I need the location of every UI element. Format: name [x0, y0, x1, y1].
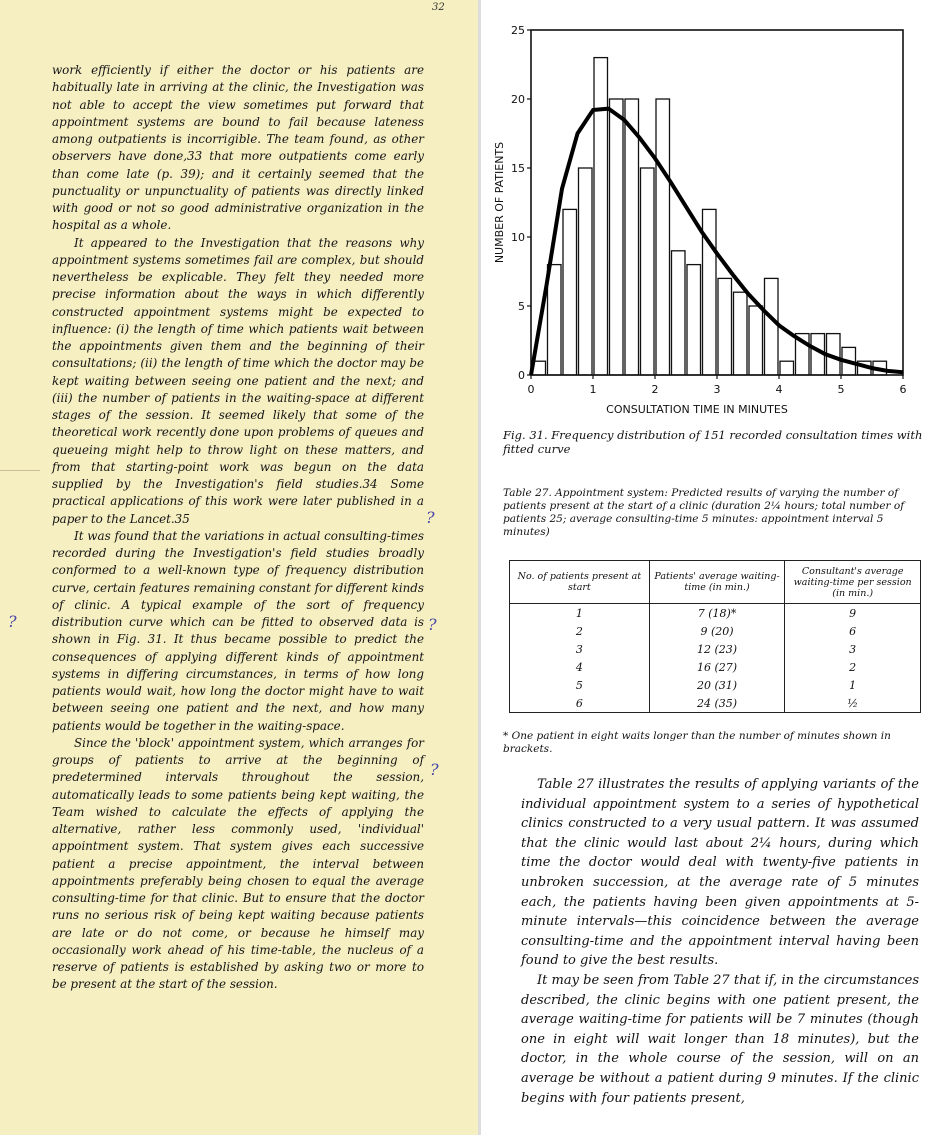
table-27: [509, 560, 921, 713]
histogram-bar: [563, 209, 577, 375]
left-paragraph-2: It appeared to the Investigation that the reasons why appointment systems sometimes fail are complex, but should nevertheless be explicable. They felt they needed more precise information about the ways in which differently constructed appointment systems might be expected to influence: (i) the length of time which patients wait between the appointments given them and the beginning of their consultations; (ii) the length of time which the doctor may be kept waiting between seeing one patient and the next; and (iii) the number of patients in the waiting-space at different stages of the session. It seemed likely that some of the theoretical work recently done upon problems of queues and queueing might help to throw light on these matters, and from that starting-point work was begun on the data supplied by the Investigation's field studies.34 Some practical applications of this work were later published in a paper to the Lancet.35: [52, 235, 424, 526]
table-cell: 9 (20): [649, 622, 785, 640]
histogram-bar: [656, 99, 670, 375]
margin-question-mark: ?: [430, 760, 439, 779]
left-body-text: [52, 62, 424, 994]
table-cell: 9: [785, 604, 921, 623]
histogram-bar: [687, 265, 701, 375]
histogram-bar: [749, 306, 763, 375]
histogram-bar: [625, 99, 639, 375]
y-tick-label: 15: [511, 162, 525, 175]
x-tick-label: 0: [527, 383, 535, 396]
histogram-bar: [610, 99, 624, 375]
histogram-bar: [579, 168, 593, 375]
column-header: No. of patients present at start: [510, 561, 650, 604]
histogram-bar: [641, 168, 655, 375]
x-tick-label: 5: [837, 383, 845, 396]
table-cell: 3: [510, 640, 650, 658]
table-row: [510, 676, 921, 694]
right-paragraph-1: Table 27 illustrates the results of applying variants of the individual appointment system to a series of hypothetical clinics constructed to a very usual pattern. It was assumed that the clinic would last about 2¼ hours, during which time the doctor would deal with twenty-five patients in unbroken succession, at the average rate of 5 minutes each, the patients having been given appointments at 5-minute intervals—this coincidence between the average consulting-time and the appointment interval having been found to give the best results.: [521, 777, 919, 969]
table-row: [510, 640, 921, 658]
right-body-text: [521, 775, 919, 1108]
table-cell: 2: [785, 658, 921, 676]
table-cell: 12 (23): [649, 640, 785, 658]
histogram-bar: [718, 278, 732, 375]
table-cell: 3: [785, 640, 921, 658]
table-row: [510, 694, 921, 713]
histogram-bar: [672, 251, 686, 375]
x-tick-label: 3: [713, 383, 721, 396]
margin-question-mark: ?: [426, 508, 435, 527]
table-row: [510, 622, 921, 640]
x-tick-label: 6: [899, 383, 907, 396]
table-cell: 5: [510, 676, 650, 694]
table-row: [510, 658, 921, 676]
right-page: [481, 0, 934, 1135]
x-tick-label: 4: [775, 383, 783, 396]
y-tick-label: 25: [511, 24, 525, 37]
histogram-bar: [548, 265, 562, 375]
table-caption: Table 27. Appointment system: Predicted results of varying the number of patients present at the start of a clinic (duration 2¼ hours; total number of patients 25; average consulting-time 5 minutes: appointment interval 5 minutes): [503, 487, 905, 538]
y-tick-label: 10: [511, 231, 525, 244]
frequency-chart: [481, 0, 934, 425]
margin-rule: [0, 470, 40, 471]
column-header: Consultant's average waiting-time per session (in min.): [785, 561, 921, 604]
table-cell: 1: [785, 676, 921, 694]
right-paragraph-2: It may be seen from Table 27 that if, in the circumstances described, the clinic begins with one patient present, the average waiting-time for patients will be 7 minutes (though one in eight will wait longer than 18 minutes), but the doctor, in the whole course of the session, will on an average be without a patient during 9 minutes. If the clinic begins with four patients present,: [521, 972, 919, 1106]
histogram-bar: [594, 58, 608, 375]
y-tick-label: 20: [511, 93, 525, 106]
left-paragraph-3: It was found that the variations in actual consulting-times recorded during the Investigation's field studies broadly conformed to a well-known type of frequency distribution curve, certain features remaining constant for different kinds of clinic. A typical example of the sort of frequency distribution curve which can be fitted to observed data is shown in Fig. 31. It thus became possible to predict the consequences of applying different kinds of appointment systems in differing circumstances, in terms of how long patients would wait, how long the doctor might have to wait between seeing one patient and the next, and how many patients would be together in the waiting-space.: [52, 528, 424, 733]
table-cell: 4: [510, 658, 650, 676]
x-tick-label: 2: [651, 383, 659, 396]
table-cell: 6: [785, 622, 921, 640]
table-cell: 7 (18)*: [649, 604, 785, 623]
table-cell: 24 (35): [649, 694, 785, 713]
table-row: [510, 604, 921, 623]
x-axis-label: CONSULTATION TIME IN MINUTES: [606, 403, 788, 416]
table-cell: 16 (27): [649, 658, 785, 676]
histogram-bar: [734, 292, 748, 375]
figure-31: [481, 0, 934, 460]
table-cell: 20 (31): [649, 676, 785, 694]
margin-question-mark: ?: [428, 615, 437, 634]
table-header-row: [510, 561, 921, 604]
plot-frame: [531, 30, 903, 375]
y-tick-label: 5: [518, 300, 525, 313]
left-paragraph-1: work efficiently if either the doctor or his patients are habitually late in arriving at the clinic, the Investigation was not able to accept the view sometimes put forward that appointment systems are bound to fail because lateness among outpatients is incorrigible. The team found, as other observers have done,33 that more outpatients come early than come late (p. 39); and it certainly seemed that the punctuality or unpunctuality of patients was directly linked with good or not so good administrative organization in the hospital as a whole.: [52, 63, 424, 233]
margin-question-mark: ?: [8, 612, 17, 631]
table-footnote: * One patient in eight waits longer than the number of minutes shown in brackets.: [503, 730, 891, 755]
y-axis-label: NUMBER OF PATIENTS: [493, 141, 506, 264]
figure-caption: Fig. 31. Frequency distribution of 151 recorded consultation times with fitted curve: [503, 428, 923, 456]
table-cell: 1: [510, 604, 650, 623]
page-number: 32: [432, 2, 445, 13]
left-paragraph-4: Since the 'block' appointment system, which arranges for groups of patients to arrive at the beginning of predetermined intervals throughout the session, automatically leads to some patients being kept waiting, the Team wished to calculate the effects of applying the alternative, rather less commonly used, 'individual' appointment system. That system gives each successive patient a precise appointment, the interval between appointments preferably being chosen to equal the average consulting-time for that clinic. But to ensure that the doctor runs no serious risk of being kept waiting because patients are late or do not come, or because he himself may occasionally work ahead of his time-table, the nucleus of a reserve of patients is established by asking two or more to be present at the start of the session.: [52, 735, 424, 992]
fitted-curve: [531, 109, 903, 375]
column-header: Patients' average waiting-time (in min.): [649, 561, 785, 604]
histogram-bar: [780, 361, 794, 375]
table-cell: 6: [510, 694, 650, 713]
table-cell: ½: [785, 694, 921, 713]
x-tick-label: 1: [589, 383, 597, 396]
histogram-bar: [765, 278, 779, 375]
table-cell: 2: [510, 622, 650, 640]
y-tick-label: 0: [518, 369, 525, 382]
